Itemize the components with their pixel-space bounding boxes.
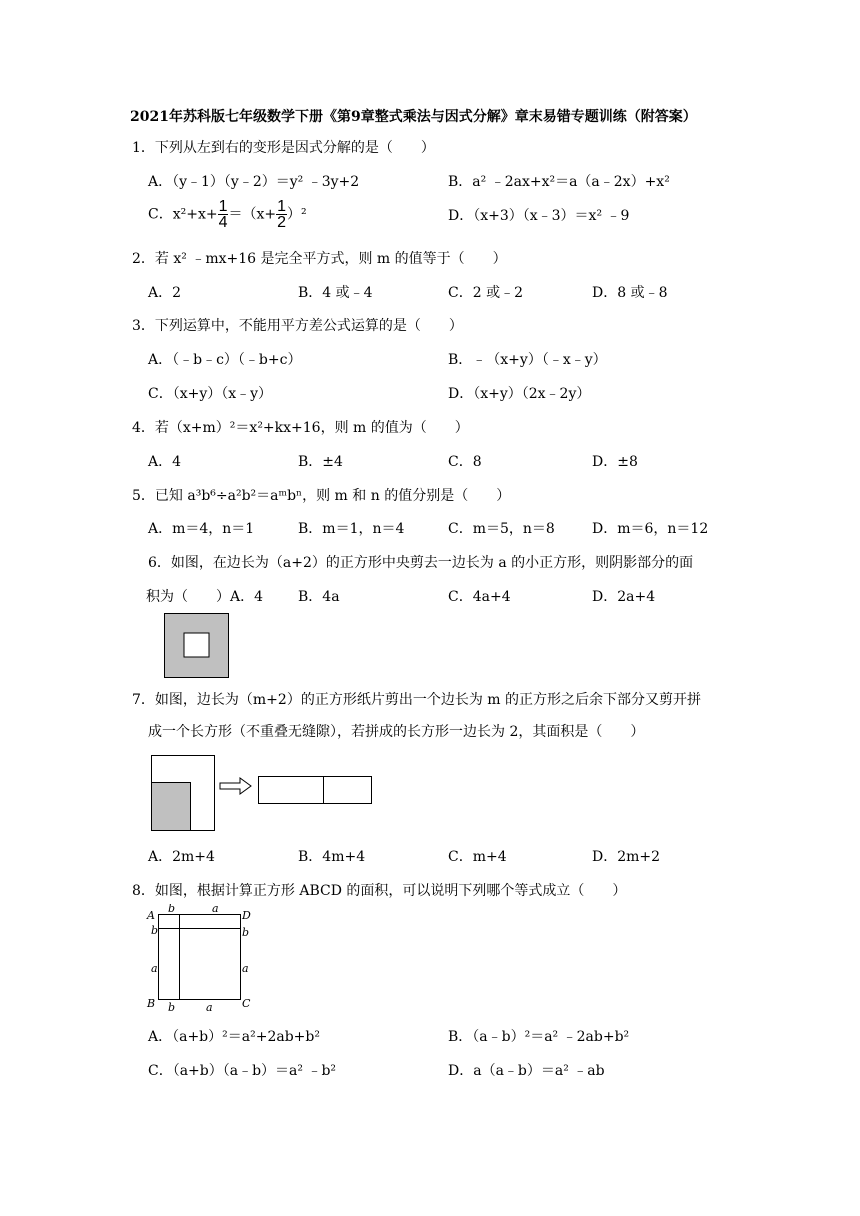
question-7-stem-line1: 7．如图，边长为（m+2）的正方形纸片剪出一个边长为 m 的正方形之后余下部分又剪开拼 — [132, 692, 701, 708]
denominator: 2 — [277, 214, 287, 231]
question-7-option-c: C．m+4 — [448, 849, 507, 865]
question-2-option-b: B．4 或﹣4 — [298, 285, 373, 301]
bottom-b-label: b — [168, 1001, 176, 1014]
question-5-option-b: B．m＝1，n＝4 — [298, 521, 405, 537]
question-8-option-b: B．（a﹣b）²＝a² ﹣2ab+b² — [448, 1029, 630, 1045]
question-8-option-d: D．a（a﹣b）＝a² ﹣ab — [448, 1063, 605, 1079]
question-4-stem: 4．若（x+m）²＝x²+kx+16，则 m 的值为（ ） — [132, 420, 469, 436]
question-4-option-c: C．8 — [448, 454, 482, 470]
option-c-suffix: ）² — [287, 206, 307, 223]
question-3-option-d: D．（x+y）（2x﹣2y） — [448, 386, 591, 402]
question-7-stem-line2: 成一个长方形（不重叠无缝隙），若拼成的长方形一边长为 2，其面积是（ ） — [148, 724, 645, 740]
question-1-option-c — [148, 199, 307, 230]
question-1-stem: 1．下列从左到右的变形是因式分解的是（ ） — [132, 140, 435, 156]
question-1-option-b: B．a² ﹣2ax+x²＝a（a﹣2x）+x² — [448, 174, 670, 190]
top-a-label: a — [212, 904, 219, 915]
cut-square — [152, 783, 191, 831]
question-6-option-d: D．2a+4 — [592, 589, 656, 605]
option-c-prefix: C．x²+x+ — [148, 206, 218, 223]
square-abcd — [159, 915, 241, 1000]
right-a-label: a — [242, 962, 249, 975]
question-4-option-a: A．4 — [148, 454, 182, 470]
document-title: 2021年苏科版七年级数学下册《第9章整式乘法与因式分解》章末易错专题训练（附答案） — [130, 109, 697, 125]
left-a-label: a — [151, 962, 158, 975]
vertex-b-label: B — [147, 997, 156, 1010]
right-arrow-icon — [220, 778, 251, 794]
question-7-option-a: A．2m+4 — [148, 849, 215, 865]
left-b-label: b — [151, 924, 159, 937]
question-8-stem: 8．如图，根据计算正方形 ABCD 的面积，可以说明下列哪个等式成立（ ） — [132, 883, 627, 899]
fraction-one-half — [276, 199, 287, 230]
vertex-a-label: A — [147, 909, 155, 922]
question-8-option-c: C．（a+b）（a﹣b）＝a² ﹣b² — [148, 1063, 337, 1079]
question-6-option-b: B．4a — [298, 589, 340, 605]
question-2-option-d: D．8 或﹣8 — [592, 285, 668, 301]
question-5-stem: 5．已知 a³b⁶÷a²b²＝aᵐbⁿ，则 m 和 n 的值分别是（ ） — [132, 488, 511, 504]
question-3-stem: 3．下列运算中，不能用平方差公式运算的是（ ） — [132, 318, 463, 334]
numerator: 1 — [218, 198, 228, 215]
question-5-option-d: D．m＝6，n＝12 — [592, 521, 709, 537]
numerator: 1 — [277, 198, 287, 215]
inner-square — [184, 633, 209, 657]
question-6-stem-line1: 6．如图，在边长为（a+2）的正方形中央剪去一边长为 a 的小正方形，则阴影部分的面 — [148, 555, 694, 571]
question-5-option-a: A．m＝4，n＝1 — [148, 521, 255, 537]
question-1-option-a: A．（y﹣1）（y﹣2）＝y² ﹣3y+2 — [148, 174, 360, 190]
vertex-c-label: C — [242, 997, 251, 1010]
question-6-figure — [164, 613, 230, 679]
question-6-stem-line2: 积为（ ）A．4 — [146, 589, 264, 605]
question-3-option-b: B．﹣（x+y）（﹣x﹣y） — [448, 352, 607, 368]
question-1-option-d: D．（x+3）（x﹣3）＝x² ﹣9 — [448, 208, 630, 224]
denominator: 4 — [218, 214, 228, 231]
question-2-stem: 2．若 x² ﹣mx+16 是完全平方式，则 m 的值等于（ ） — [132, 251, 507, 267]
question-2-option-c: C．2 或﹣2 — [448, 285, 523, 301]
question-7-option-b: B．4m+4 — [298, 849, 366, 865]
question-8-figure — [144, 904, 260, 1016]
bottom-a-label: a — [206, 1001, 213, 1014]
result-rectangle — [259, 777, 372, 804]
question-2-option-a: A．2 — [148, 285, 182, 301]
question-5-option-c: C．m＝5，n＝8 — [448, 521, 555, 537]
question-7-figure — [148, 752, 378, 834]
question-3-option-a: A．（﹣b﹣c）（﹣b+c） — [148, 352, 302, 368]
question-4-option-b: B．±4 — [298, 454, 343, 470]
right-b-label: b — [242, 926, 250, 939]
fraction-one-quarter — [218, 199, 229, 230]
question-8-option-a: A．（a+b）²＝a²+2ab+b² — [148, 1029, 320, 1045]
vertex-d-label: D — [242, 909, 251, 922]
question-4-option-d: D．±8 — [592, 454, 638, 470]
question-3-option-c: C．（x+y）（x﹣y） — [148, 386, 273, 402]
question-7-option-d: D．2m+2 — [592, 849, 661, 865]
question-6-option-c: C．4a+4 — [448, 589, 511, 605]
top-b-label: b — [168, 904, 176, 915]
option-c-mid: ＝（x+ — [228, 206, 277, 223]
